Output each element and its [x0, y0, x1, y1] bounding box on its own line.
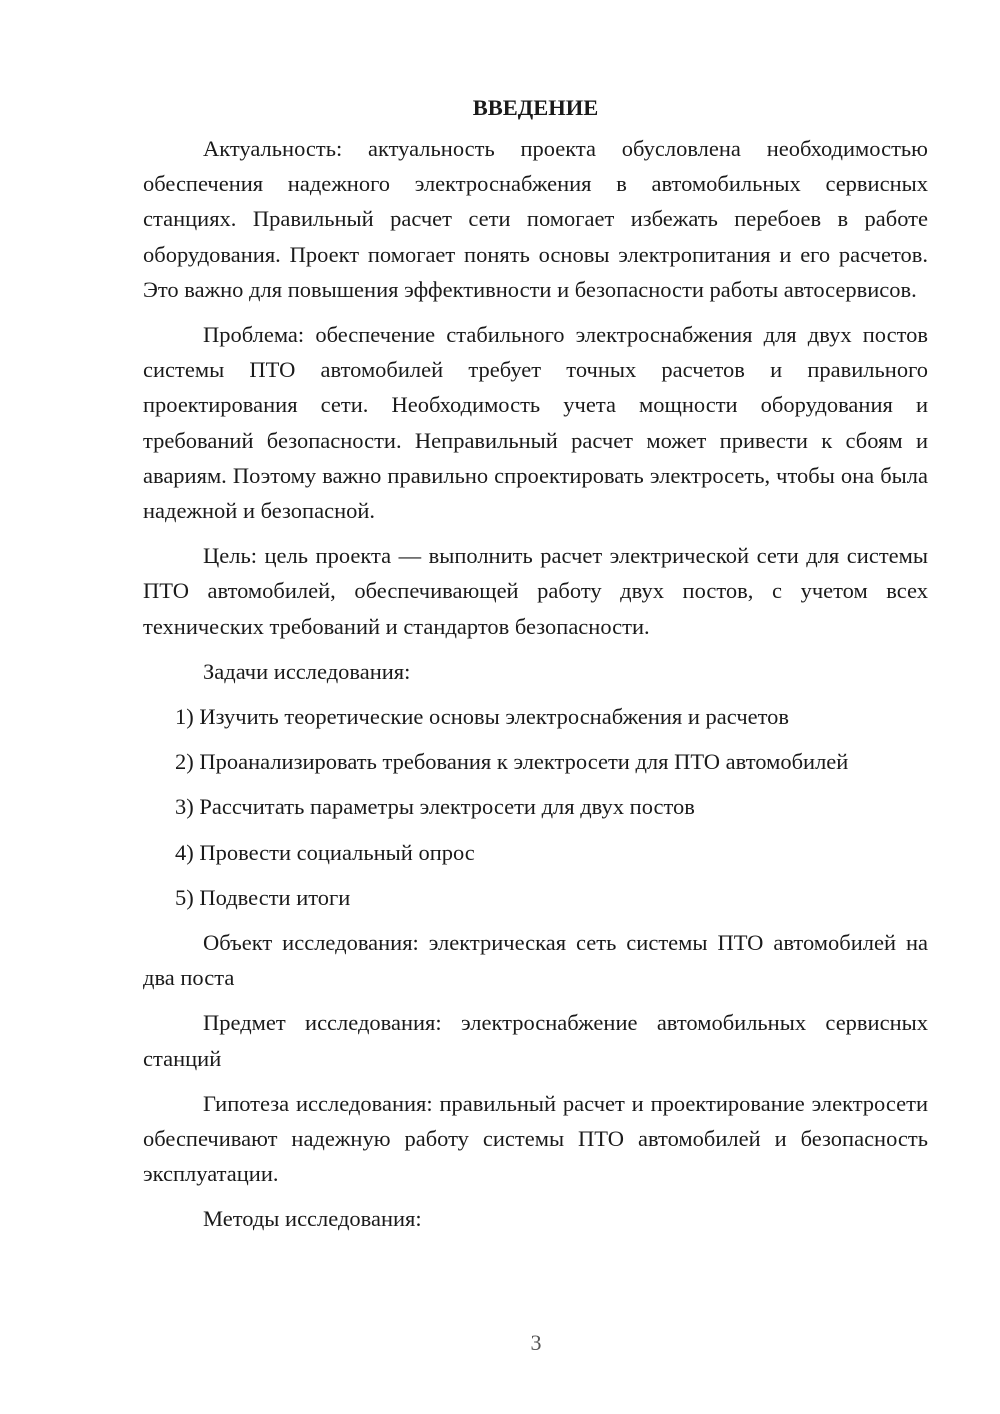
methods-heading: Методы исследования:	[203, 1206, 422, 1232]
object-paragraph: Объект исследования: электрическая сеть системы ПТО автомобилей на два поста	[143, 930, 928, 991]
document-title: ВВЕДЕНИЕ	[472, 95, 599, 120]
list-item: 4) Провести социальный опрос	[175, 839, 475, 865]
page-number: 3	[530, 1330, 542, 1355]
problem-paragraph: Проблема: обеспечение стабильного электроснабжения для двух постов системы ПТО автомобилей требует точных расчетов и правильного проектирования сети. Необходимость учета мощности оборудования и требований безопасности. Неправильный расчет может привести к сбоям и авариям. Поэтому важно правильно спроектировать электросеть, чтобы она была надежной и безопасной.	[143, 322, 928, 524]
list-item: 1) Изучить теоретические основы электроснабжения и расчетов	[175, 704, 790, 730]
tasks-heading: Задачи исследования:	[203, 658, 411, 684]
list-item: 5) Подвести итоги	[175, 884, 351, 910]
subject-paragraph: Предмет исследования: электроснабжение автомобильных сервисных станций	[143, 1010, 928, 1071]
hypothesis-paragraph: Гипотеза исследования: правильный расчет и проектирование электросети обеспечивают надежную работу системы ПТО автомобилей и безопасность эксплуатации.	[143, 1090, 928, 1187]
relevance-paragraph: Актуальность: актуальность проекта обусловлена необходимостью обеспечения надежного электроснабжения в автомобильных сервисных станциях. Правильный расчет сети помогает избежать перебоев в работе оборудования. Проект помогает понять основы электропитания и его расчетов. Это важно для повышения эффективности и безопасности работы автосервисов.	[143, 136, 928, 302]
list-item: 3) Рассчитать параметры электросети для двух постов	[175, 794, 695, 820]
document-page	[143, 90, 928, 1247]
goal-paragraph: Цель: цель проекта — выполнить расчет электрической сети для системы ПТО автомобилей, обеспечивающей работу двух постов, с учетом всех технических требований и стандартов безопасности.	[143, 543, 928, 639]
list-item: 2) Проанализировать требования к электросети для ПТО автомобилей	[175, 749, 849, 775]
tasks-list	[143, 699, 928, 915]
